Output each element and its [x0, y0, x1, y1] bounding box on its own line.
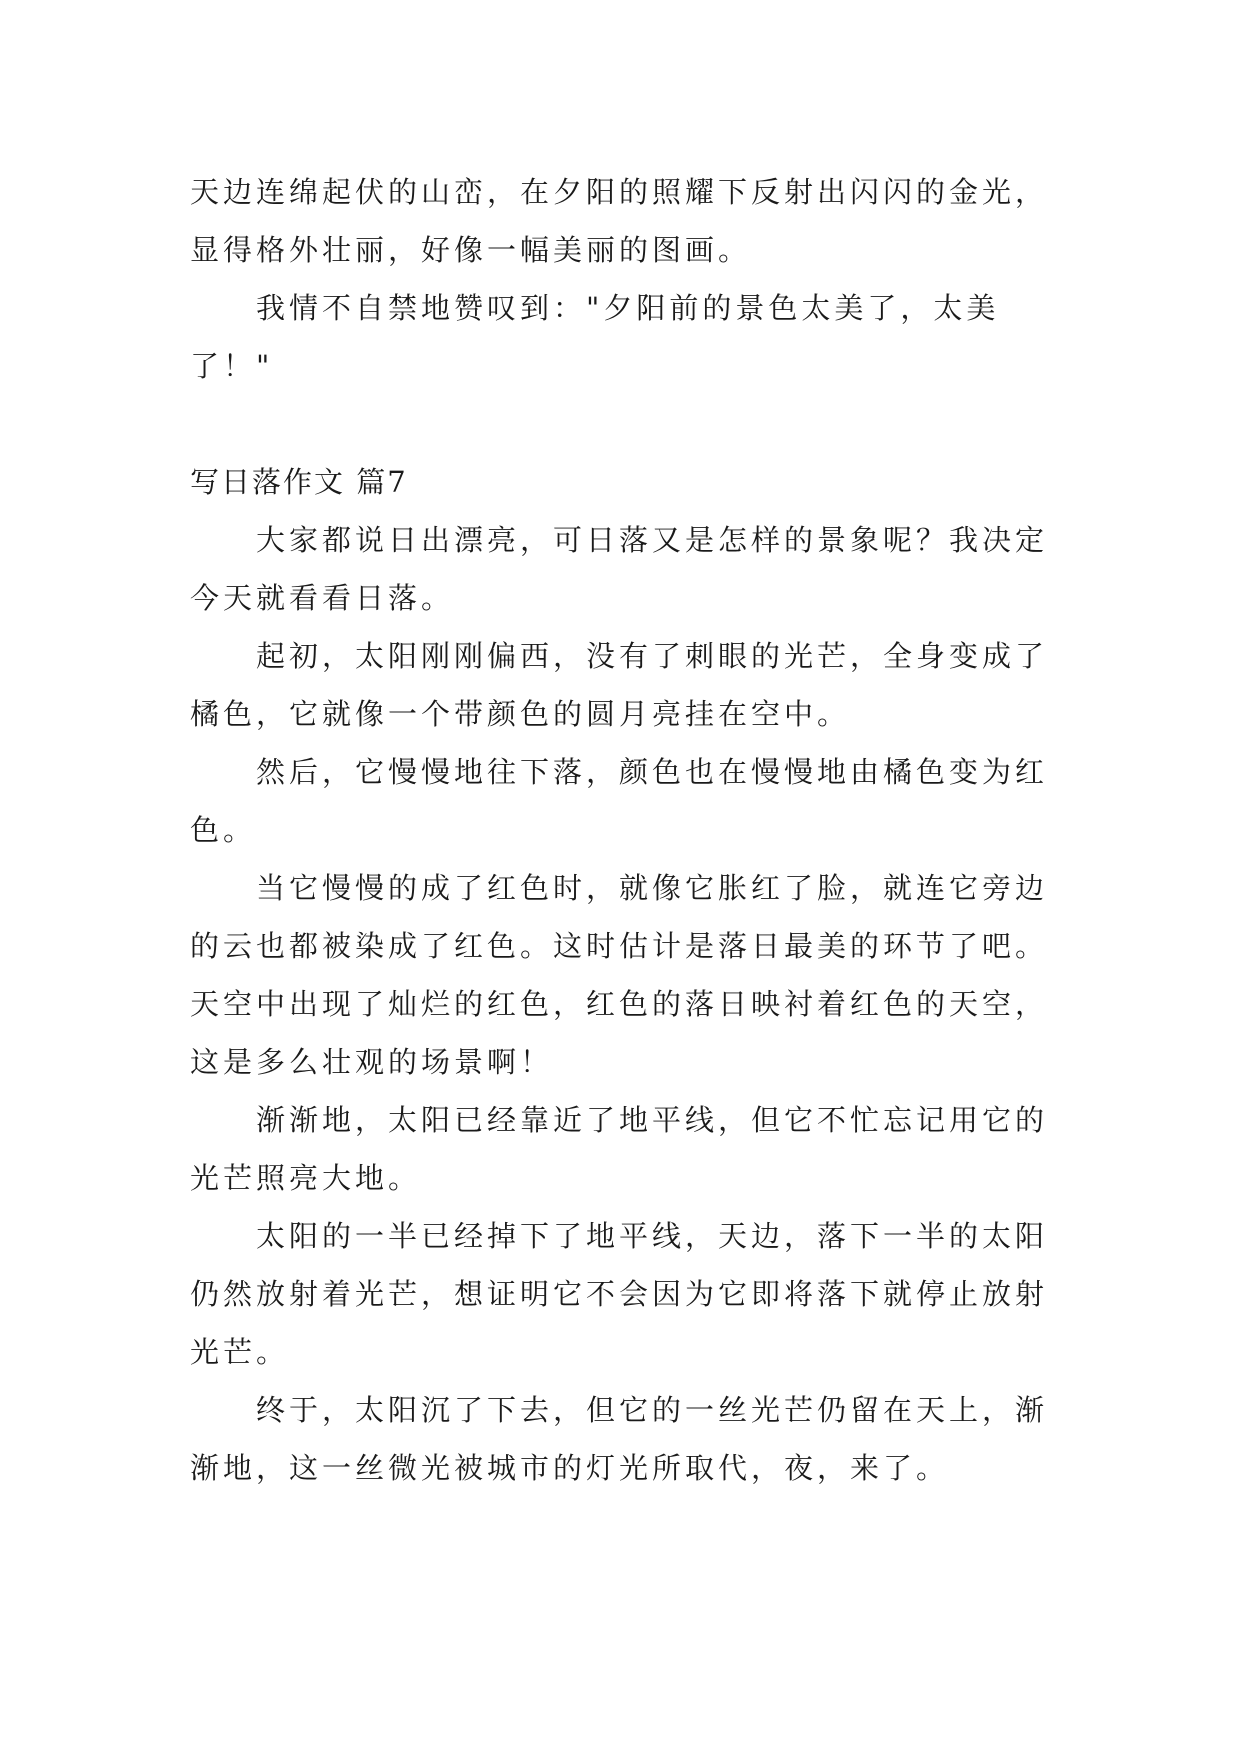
paragraph: 起初，太阳刚刚偏西，没有了刺眼的光芒，全身变成了橘色，它就像一个带颜色的圆月亮挂在空中。 — [190, 639, 1049, 731]
paragraph: 我情不自禁地赞叹到："夕阳前的景色太美了，太美了！" — [190, 291, 1000, 383]
paragraph: 天边连绵起伏的山峦，在夕阳的照耀下反射出闪闪的金光，显得格外壮丽，好像一幅美丽的图画。 — [190, 175, 1049, 267]
paragraph: 渐渐地，太阳已经靠近了地平线，但它不忙忘记用它的光芒照亮大地。 — [190, 1103, 1049, 1195]
section-heading: 写日落作文 篇7 — [190, 465, 408, 499]
paragraph: 然后，它慢慢地往下落，颜色也在慢慢地由橘色变为红色。 — [190, 755, 1049, 847]
paragraph: 终于，太阳沉了下去，但它的一丝光芒仍留在天上，渐渐地，这一丝微光被城市的灯光所取代，夜，来了。 — [190, 1393, 1049, 1485]
article-body — [190, 163, 1050, 1497]
paragraph: 太阳的一半已经掉下了地平线，天边，落下一半的太阳仍然放射着光芒，想证明它不会因为它即将落下就停止放射光芒。 — [190, 1219, 1049, 1369]
paragraph: 大家都说日出漂亮，可日落又是怎样的景象呢？我决定今天就看看日落。 — [190, 523, 1049, 615]
paragraph: 当它慢慢的成了红色时，就像它胀红了脸，就连它旁边的云也都被染成了红色。这时估计是落日最美的环节了吧。天空中出现了灿烂的红色，红色的落日映衬着红色的天空，这是多么壮观的场景啊！ — [190, 871, 1049, 1079]
section-gap — [190, 395, 1050, 453]
